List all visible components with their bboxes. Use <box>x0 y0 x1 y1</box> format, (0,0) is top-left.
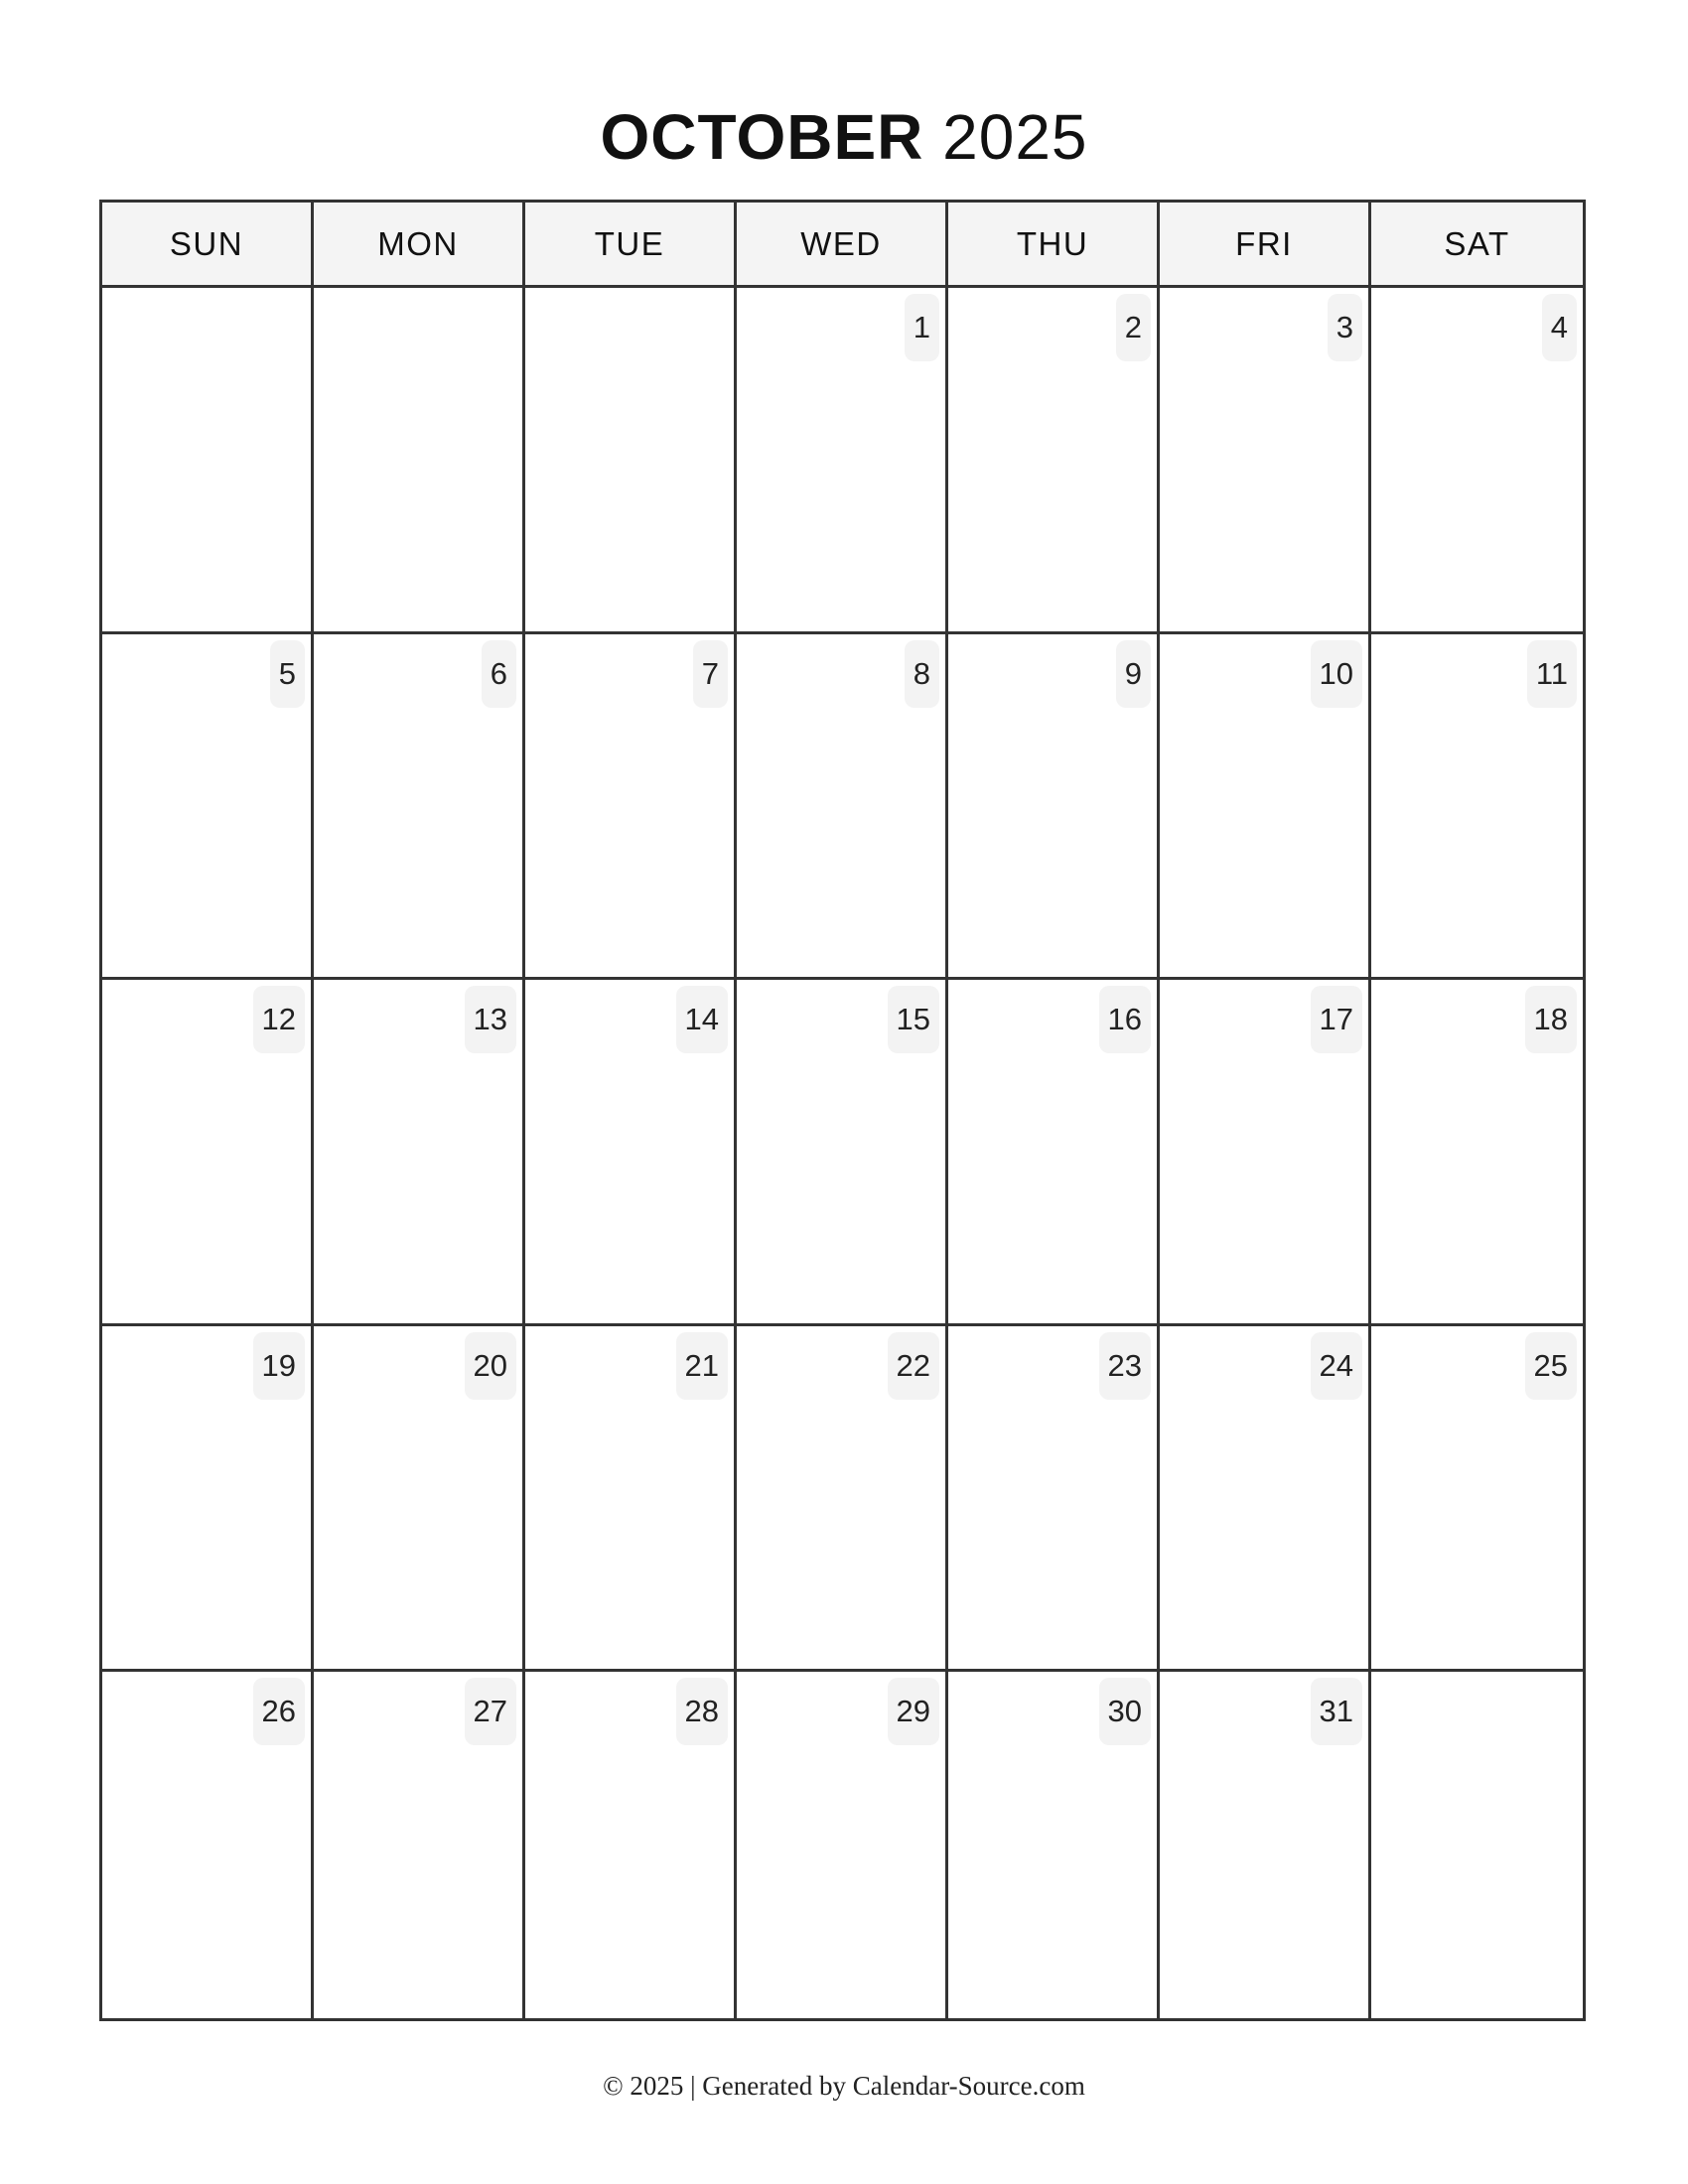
day-number: 7 <box>693 640 728 708</box>
day-cell[interactable] <box>102 980 314 1326</box>
day-cell[interactable] <box>948 1326 1160 1673</box>
day-number: 13 <box>465 986 516 1053</box>
day-number: 6 <box>482 640 516 708</box>
empty-day-cell <box>525 288 737 634</box>
day-number: 31 <box>1311 1678 1362 1745</box>
weekday-header-sun: SUN <box>102 203 314 288</box>
day-cell[interactable] <box>1371 980 1583 1326</box>
day-number: 10 <box>1311 640 1362 708</box>
empty-day-cell <box>102 288 314 634</box>
day-cell[interactable] <box>525 980 737 1326</box>
day-cell[interactable] <box>314 1326 525 1673</box>
day-cell[interactable] <box>1371 1326 1583 1673</box>
day-cell[interactable] <box>1160 288 1371 634</box>
day-cell[interactable] <box>102 1326 314 1673</box>
calendar-grid <box>99 200 1586 2021</box>
day-number: 17 <box>1311 986 1362 1053</box>
weekday-header-sat: SAT <box>1371 203 1583 288</box>
day-cell[interactable] <box>102 634 314 981</box>
day-cell[interactable] <box>737 980 948 1326</box>
day-number: 8 <box>905 640 939 708</box>
footer-credit: © 2025 | Generated by Calendar-Source.com <box>603 2071 1085 2101</box>
day-number: 18 <box>1525 986 1577 1053</box>
day-cell[interactable] <box>1160 980 1371 1326</box>
day-number: 16 <box>1099 986 1151 1053</box>
day-cell[interactable] <box>525 1672 737 2018</box>
day-number: 3 <box>1328 294 1362 361</box>
day-cell[interactable] <box>525 634 737 981</box>
day-cell[interactable] <box>737 1326 948 1673</box>
day-number: 15 <box>888 986 939 1053</box>
month-name: OCTOBER <box>600 101 924 173</box>
day-number: 25 <box>1525 1332 1577 1400</box>
day-cell[interactable] <box>1371 634 1583 981</box>
day-cell[interactable] <box>525 1326 737 1673</box>
day-cell[interactable] <box>737 1672 948 2018</box>
day-cell[interactable] <box>1160 1672 1371 2018</box>
day-cell[interactable] <box>948 980 1160 1326</box>
day-cell[interactable] <box>737 634 948 981</box>
weekday-header-thu: THU <box>948 203 1160 288</box>
day-number: 1 <box>905 294 939 361</box>
day-number: 14 <box>676 986 728 1053</box>
day-number: 9 <box>1116 640 1151 708</box>
day-number: 27 <box>465 1678 516 1745</box>
day-cell[interactable] <box>314 634 525 981</box>
day-cell[interactable] <box>948 288 1160 634</box>
day-number: 2 <box>1116 294 1151 361</box>
day-cell[interactable] <box>948 634 1160 981</box>
day-number: 30 <box>1099 1678 1151 1745</box>
day-number: 11 <box>1527 640 1577 708</box>
day-number: 21 <box>676 1332 728 1400</box>
weekday-header-tue: TUE <box>525 203 737 288</box>
empty-day-cell <box>314 288 525 634</box>
day-number: 20 <box>465 1332 516 1400</box>
day-cell[interactable] <box>1160 634 1371 981</box>
day-number: 28 <box>676 1678 728 1745</box>
day-number: 19 <box>253 1332 305 1400</box>
page-title <box>0 95 1688 179</box>
day-cell[interactable] <box>1371 288 1583 634</box>
day-cell[interactable] <box>737 288 948 634</box>
day-cell[interactable] <box>1160 1326 1371 1673</box>
day-cell[interactable] <box>102 1672 314 2018</box>
day-number: 23 <box>1099 1332 1151 1400</box>
empty-day-cell <box>1371 1672 1583 2018</box>
day-number: 24 <box>1311 1332 1362 1400</box>
year: 2025 <box>942 101 1088 173</box>
day-number: 4 <box>1542 294 1577 361</box>
day-cell[interactable] <box>948 1672 1160 2018</box>
day-number: 29 <box>888 1678 939 1745</box>
day-number: 26 <box>253 1678 305 1745</box>
day-number: 12 <box>253 986 305 1053</box>
weekday-header-fri: FRI <box>1160 203 1371 288</box>
day-cell[interactable] <box>314 1672 525 2018</box>
weekday-header-wed: WED <box>737 203 948 288</box>
day-number: 22 <box>888 1332 939 1400</box>
weekday-header-mon: MON <box>314 203 525 288</box>
day-number: 5 <box>270 640 305 708</box>
day-cell[interactable] <box>314 980 525 1326</box>
